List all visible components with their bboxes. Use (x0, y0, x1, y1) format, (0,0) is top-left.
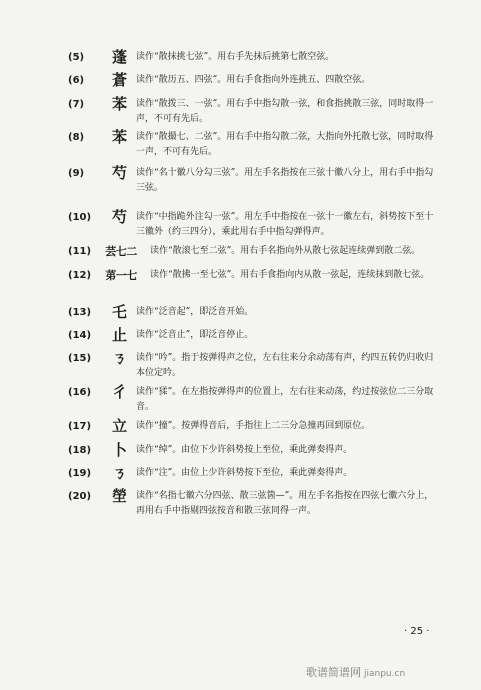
notation-glyph: 止 (111, 326, 126, 344)
item-description: 读作“散拂一至七弦”。用右手食指向内从散一弦起，连续抹到散七弦。 (150, 270, 430, 280)
watermark (306, 664, 405, 680)
item-description: 读作“散撮七、二弦”。用右手中指勾散二弦，大指向外托散七弦，同时取得一声，不可有先后。 (136, 132, 434, 157)
notation-glyph: 立 (111, 417, 126, 435)
item-description: 读作“撞”。按弹得音后，手指往上二三分急撞再回到原位。 (136, 421, 371, 431)
item-number: (10) (68, 212, 92, 223)
item-description: 读作“吟”。指于按弹得声之位，左右往来分余动荡有声，约四五转仍归收归本位定吟。 (136, 353, 434, 378)
notation-glyph: 蒼 (111, 71, 126, 89)
notation-glyph: 彳 (111, 383, 126, 401)
item-description: 读作“绰”。由位下少许斜势按上至位，乘此弹奏得声。 (136, 445, 353, 455)
item-description: 读作“注”。由位上少许斜势按下至位，乘此弹奏得声。 (136, 468, 353, 478)
item-number: (9) (68, 168, 85, 179)
watermark-site: 歌谱简谱网 (306, 666, 361, 679)
item-number: (18) (68, 445, 92, 456)
item-description: 读作“散拨三、一弦”。用右手中指勾散一弦，和食指挑散三弦，同时取得一声，不可有先后。 (136, 99, 434, 124)
item-description: 读作“泛音起”，即泛音开始。 (136, 307, 254, 317)
item-number: (15) (68, 353, 92, 364)
notation-glyph: 芍 (111, 164, 126, 182)
notation-glyph: 卜 (111, 441, 126, 459)
item-description: 读作“散抹挑七弦”。用右手先抹后挑第七散空弦。 (136, 52, 335, 62)
notation-glyph: 芍 (111, 208, 126, 226)
item-description: 读作“中指跪外注勾一弦”。用左手中指按在一弦十一徽左右，斜势按下至十三徽外（约三四分），乘此用右手中指勾弹得声。 (136, 212, 434, 237)
item-number: (5) (68, 52, 85, 63)
item-number: (20) (68, 491, 92, 502)
notation-glyph: 苐一七 (105, 269, 137, 282)
notation-glyph: 蓬 (111, 48, 126, 66)
watermark-url: jianpu.cn (364, 669, 406, 679)
item-number: (16) (68, 387, 92, 398)
item-number: (12) (68, 270, 92, 281)
item-number: (8) (68, 132, 85, 143)
item-number: (19) (68, 468, 92, 479)
notation-glyph: 苯 (111, 95, 126, 113)
item-description: 读作“散历五、四弦”。用右手食指向外连挑五、四散空弦。 (136, 75, 371, 85)
item-number: (14) (68, 330, 92, 341)
item-description: 读作“名十徽八分勾三弦”。用左手名指按在三弦十徽八分上，用右手中指勾三弦。 (136, 168, 434, 193)
item-number: (17) (68, 421, 92, 432)
item-description: 读作“泛音止”，即泛音停止。 (136, 330, 254, 340)
item-number: (7) (68, 99, 85, 110)
item-description: 读作“散滚七至二弦”。用右手名指向外从散七弦起连续弹到散二弦。 (150, 246, 421, 256)
notation-glyph: 乇 (111, 303, 126, 321)
item-number: (6) (68, 75, 85, 86)
item-description: 读作“猱”。在左指按弹得声的位置上，左右往来动荡，约过按弦位二三分取音。 (136, 387, 434, 412)
item-number: (13) (68, 307, 92, 318)
item-description: 读作“名指七徽六分四弦、散三弦箇—”。用左手名指按在四弦七徽六分上，再用右手中指剔四弦按音和散三弦同得一声。 (136, 491, 434, 516)
notation-glyph: ㄋ (111, 349, 126, 367)
notation-glyph: 苯 (111, 128, 126, 146)
page-number: · 25 · (404, 626, 430, 637)
notation-glyph: ㄋ (111, 464, 126, 482)
notation-glyph: 芸七二 (105, 245, 137, 258)
item-number: (11) (68, 246, 92, 257)
notation-glyph: 塋 (111, 487, 126, 505)
